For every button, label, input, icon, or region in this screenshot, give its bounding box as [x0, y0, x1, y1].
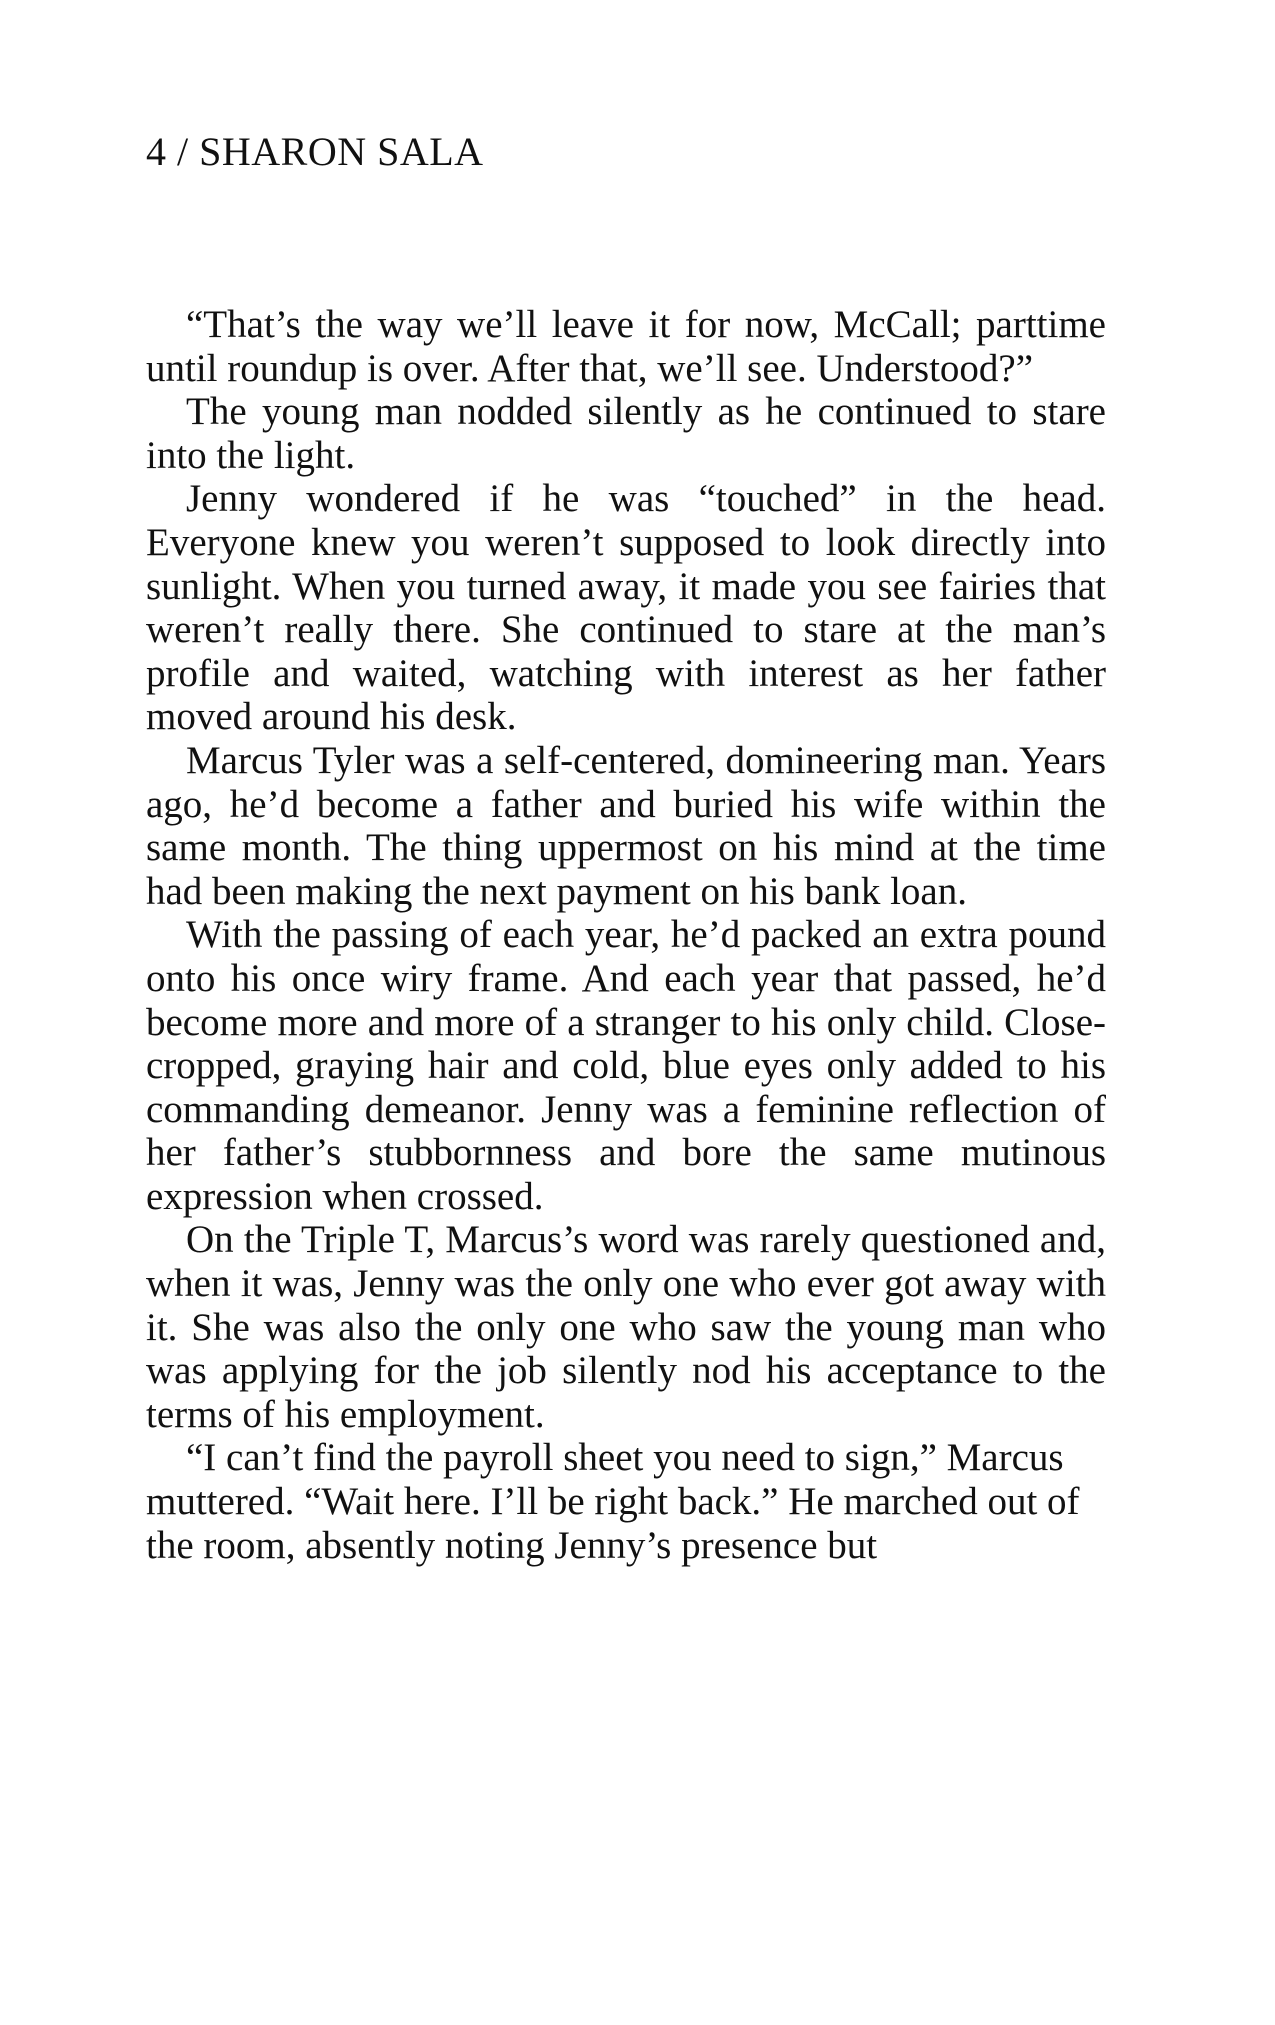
- paragraph: With the passing of each year, he’d packed an extra pound onto his once wiry frame. And each year that passed, he’d become more and more of a stranger to his only child. Close-cropped, graying hair and cold, blue eyes only added to his commanding demeanor. Jenny was a feminine reflection of her father’s stubbornness and bore the same mutinous expression when crossed.: [146, 913, 1106, 1218]
- running-head: 4 / SHARON SALA: [146, 129, 484, 174]
- paragraph: The young man nodded silently as he continued to stare into the light.: [146, 390, 1106, 477]
- paragraph: Marcus Tyler was a self-centered, domineering man. Years ago, he’d become a father and buried his wife within the same month. The thing uppermost on his mind at the time had been making the next payment on his bank loan.: [146, 738, 1106, 913]
- paragraph: Jenny wondered if he was “touched” in the head. Everyone knew you weren’t supposed to look directly into sunlight. When you turned away, it made you see fairies that weren’t really there. She continued to stare at the man’s profile and waited, watching with interest as her father moved around his desk.: [146, 477, 1106, 739]
- paragraph: On the Triple T, Marcus’s word was rarely questioned and, when it was, Jenny was the only one who ever got away with it. She was also the only one who saw the young man who was applying for the job silently nod his acceptance to the terms of his employment.: [146, 1218, 1106, 1436]
- body-text: [146, 303, 1106, 1567]
- paragraph: “I can’t find the payroll sheet you need to sign,” Marcus muttered. “Wait here. I’ll be right back.” He marched out of the room, absently noting Jenny’s presence but: [146, 1436, 1080, 1567]
- paragraph: “That’s the way we’ll leave it for now, McCall; parttime until roundup is over. After that, we’ll see. Understood?”: [146, 303, 1106, 390]
